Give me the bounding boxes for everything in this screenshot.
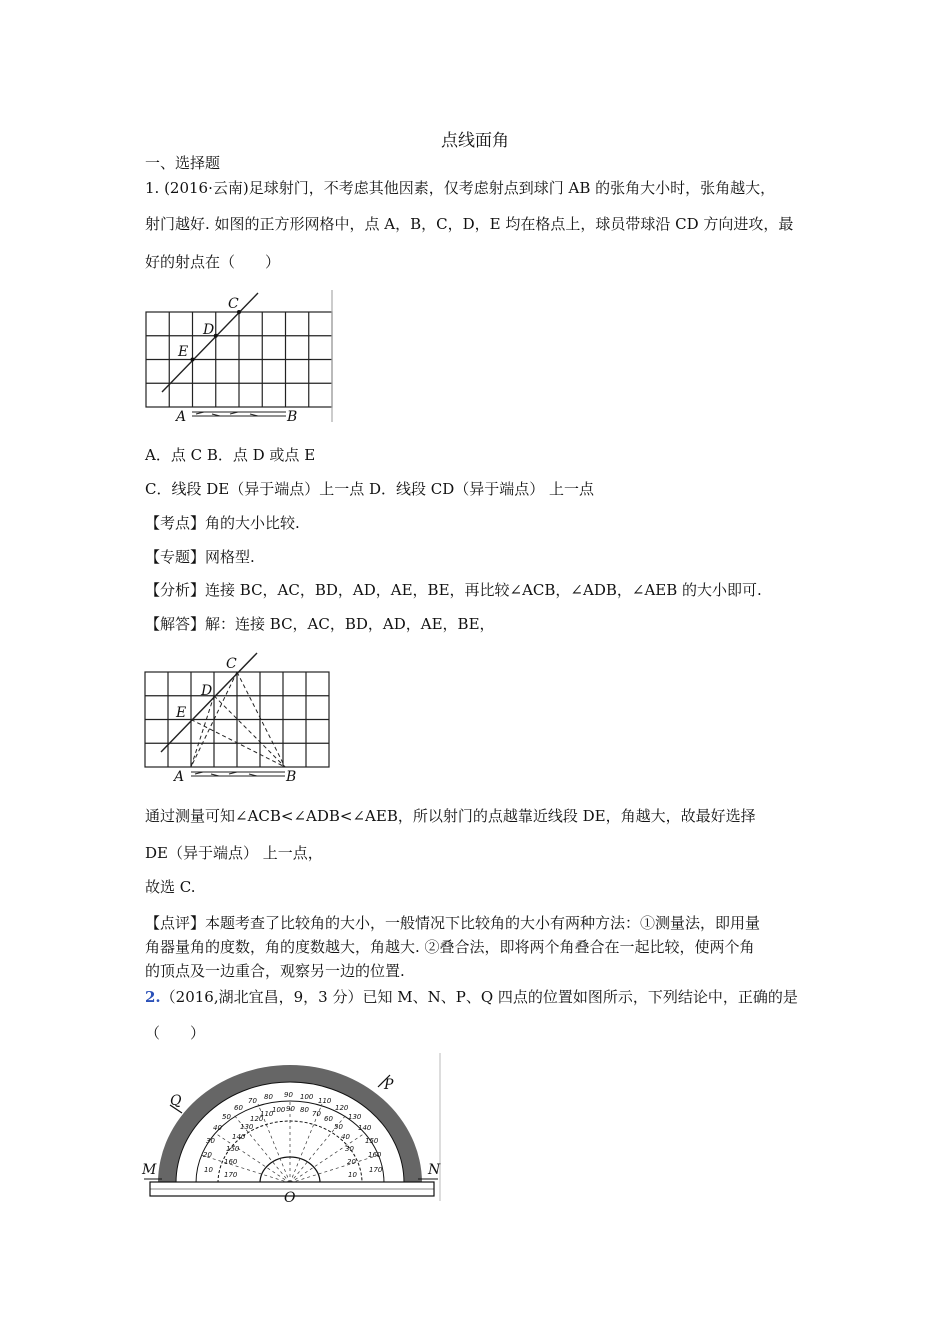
label-c: C	[228, 296, 239, 312]
label-a: A	[176, 409, 187, 425]
scale-inner-160: 160	[224, 1158, 238, 1166]
label-d-2: D	[201, 683, 213, 699]
label-b: B	[287, 409, 298, 425]
label-c-2: C	[226, 656, 237, 672]
point-e	[191, 358, 195, 362]
scale-inner-70: 70	[312, 1110, 321, 1118]
label-e: E	[178, 344, 189, 360]
scale-outer-110: 110	[318, 1097, 332, 1105]
scale-outer-60: 60	[234, 1104, 243, 1112]
scale-inner-40: 40	[341, 1133, 350, 1141]
label-b-2: B	[286, 769, 297, 785]
q1-options-cd: C．线段 DE（异于端点）上一点 D．线段 CD（异于端点） 上一点	[145, 480, 595, 498]
scale-outer-150: 150	[365, 1137, 379, 1145]
section-heading: 一、选择题	[145, 154, 221, 172]
q1-answer: 故选 C.	[145, 878, 196, 896]
q1-fenxi: 【分析】连接 BC，AC，BD，AD，AE，BE，再比较∠ACB，∠ADB，∠AEB 的大小即可.	[145, 581, 762, 599]
scale-inner-100: 100	[272, 1106, 286, 1114]
scale-outer-130: 130	[348, 1113, 362, 1121]
scale-inner-150: 150	[226, 1145, 240, 1153]
scale-outer-20: 20	[203, 1151, 212, 1159]
q1-dianping-line1: 【点评】本题考查了比较角的大小，一般情况下比较角的大小有两种方法：①测量法，即用量	[145, 914, 761, 932]
q1-grid-figure	[140, 290, 340, 425]
scale-outer-120: 120	[335, 1104, 349, 1112]
scale-inner-110: 110	[260, 1110, 274, 1118]
scale-inner-130: 130	[240, 1123, 254, 1131]
scale-outer-140: 140	[358, 1124, 372, 1132]
scale-outer-90: 90	[284, 1091, 293, 1099]
label-d: D	[203, 322, 215, 338]
q1-zhuanti: 【专题】网格型.	[145, 548, 255, 566]
q1-options-ab: A．点 C B．点 D 或点 E	[145, 446, 316, 464]
q1-conclusion-line1: 通过测量可知∠ACB<∠ADB<∠AEB，所以射门的点越靠近线段 DE，角越大，故最好选择	[145, 807, 756, 825]
scale-inner-80: 80	[300, 1106, 309, 1114]
scale-inner-50: 50	[334, 1123, 343, 1131]
q1-dianping-line3: 的顶点及一边重合，观察另一边的位置.	[145, 962, 405, 980]
q2-text-line1	[145, 987, 798, 1007]
label-m: M	[142, 1162, 157, 1178]
q2-text: （2016,湖北宜昌，9，3 分）已知 M、N、P、Q 四点的位置如图所示，下列结论中，正确的是	[160, 988, 798, 1006]
scale-outer-40: 40	[213, 1124, 222, 1132]
scale-outer-160: 160	[368, 1151, 382, 1159]
point-d	[214, 334, 218, 338]
scale-outer-50: 50	[222, 1113, 231, 1121]
q1-text-line3: 好的射点在（ ）	[145, 253, 281, 271]
scale-outer-80: 80	[264, 1093, 273, 1101]
q1-text-line1: 1. (2016·云南)足球射门，不考虑其他因素，仅考虑射点到球门 AB 的张角大小时，张角越大，	[145, 179, 776, 197]
label-e-2: E	[176, 705, 187, 721]
q1-jieda: 【解答】解：连接 BC，AC，BD，AD，AE，BE，	[145, 615, 495, 633]
q1-dianping-line2: 角器量角的度数，角的度数越大，角越大. ②叠合法，即将两个角叠合在一起比较，使两个角	[145, 938, 755, 956]
scale-inner-90: 90	[286, 1105, 295, 1113]
q1-conclusion-line2: DE（异于端点） 上一点，	[145, 844, 323, 862]
scale-inner-140: 140	[232, 1133, 246, 1141]
scale-inner-120: 120	[250, 1115, 264, 1123]
page-title: 点线面角	[441, 131, 509, 151]
scale-inner-30: 30	[345, 1145, 354, 1153]
scale-outer-170: 170	[369, 1166, 383, 1174]
label-a-2: A	[174, 769, 185, 785]
scale-outer-10: 10	[204, 1166, 213, 1174]
q1-kaodian: 【考点】角的大小比较.	[145, 514, 300, 532]
q1-text-line2: 射门越好. 如图的正方形网格中，点 A，B，C，D，E 均在格点上，球员带球沿 CD 方向进攻，最	[145, 215, 794, 233]
scale-inner-60: 60	[324, 1115, 333, 1123]
q1-solution-figure	[139, 650, 339, 785]
protractor-figure	[140, 1053, 442, 1203]
label-q: Q	[170, 1093, 182, 1109]
label-p: P	[384, 1077, 394, 1093]
scale-inner-170: 170	[224, 1171, 238, 1179]
q2-number: 2.	[145, 988, 161, 1006]
scale-outer-100: 100	[300, 1093, 314, 1101]
scale-inner-10: 10	[348, 1171, 357, 1179]
scale-outer-70: 70	[248, 1097, 257, 1105]
scale-inner-20: 20	[347, 1158, 356, 1166]
q2-text-line2: （ ）	[145, 1024, 206, 1042]
label-n: N	[428, 1162, 441, 1178]
label-o: O	[284, 1190, 296, 1203]
scale-outer-30: 30	[206, 1137, 215, 1145]
